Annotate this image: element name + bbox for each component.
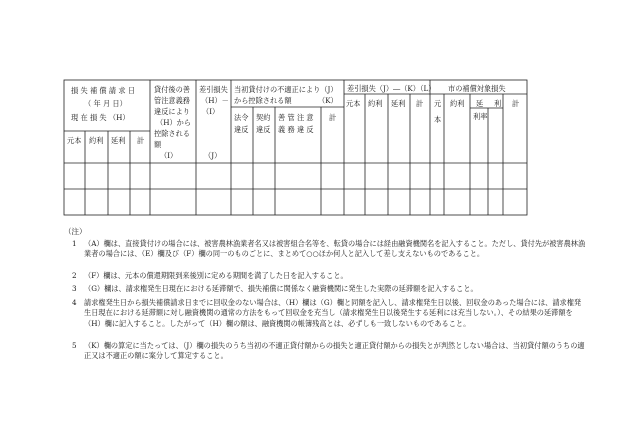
note-text: （K）欄の算定に当たっては、（J）欄の損失のうち当初の不適正貸付額からの損失と適正貸付額からの損失とが判然としない場合は、当初貸付額のうちの適正又は不適正の額に案分して算定すること。 <box>84 341 585 361</box>
notes-heading: （注） <box>64 227 87 236</box>
col4-title-line-1: 当初貸付けの不適正により（J） <box>234 85 338 94</box>
note-item-1 <box>64 239 586 260</box>
col2-line-2: 管注意義務 <box>154 96 190 105</box>
col1-sub-agreed-interest: 約利 <box>89 136 104 145</box>
col2-line-6: 額 <box>154 140 162 149</box>
col5-sub-total: 計 <box>416 99 424 108</box>
col4-sub-care-a: 善 管 注 意 <box>278 113 314 122</box>
col2-label-i: （I） <box>160 151 178 160</box>
note-item-2 <box>64 271 586 281</box>
col4-sub-contract-b: 違反 <box>256 125 271 134</box>
col6-agreed-interest: 約利 <box>450 99 465 108</box>
col3-line-3: （I） <box>202 107 220 116</box>
claim-date-fields: （ 年 月 日） <box>84 99 127 108</box>
col4-sub-law-a: 法令 <box>234 113 249 122</box>
col6-principal-top: 元 <box>434 99 442 108</box>
note-text: 請求権発生日から損失補償請求日までに回収金のない場合は、（H）欄は（G）欄と同額を記入し、請求権発生日以後、回収金のあった場合には、請求権発生日現在における延滞額に対し融資機関の通常の方法をもって回収金を充当し（請求権発生日以後発生する延利には充当しない。）、その結果の延滞額を（H）欄に記入すること。したがって（H）欄の額は、融資機関の帳簿残高とは、必ずしも一致しないものであること。 <box>84 298 582 328</box>
col5-title: 差引損失（J）―（K）（L） <box>347 84 436 93</box>
note-item-5 <box>64 341 586 362</box>
note-text: （F）欄は、元本の償還期限到来後別に定める期間を満了した日を記入すること。 <box>84 271 348 280</box>
col1-sub-late-interest: 延利 <box>111 136 126 145</box>
col5-sub-principal: 元本 <box>346 99 361 108</box>
col4-sub-total: 計 <box>329 113 337 122</box>
note-number: 4 <box>72 298 77 307</box>
col5-sub-agreed-interest: 約利 <box>368 99 383 108</box>
loss-claim-date-label: 損 失 補 償 請 求 日 <box>71 86 136 95</box>
col2-line-4: （H）から <box>156 118 192 127</box>
col2-line-1: 貸付後の善 <box>154 85 190 94</box>
col1-sub-principal: 元本 <box>67 136 82 145</box>
col4-sub-law-b: 違反 <box>234 125 249 134</box>
col1-sub-total: 計 <box>137 136 145 145</box>
note-number: 5 <box>72 341 77 350</box>
col6-rate: 利率 <box>473 112 488 121</box>
col4-title-line-2: から控除される額 <box>234 96 292 105</box>
col3-line-2: （H）－ <box>201 96 229 105</box>
col4-sub-care-b: 義 務 違 反 <box>278 125 314 134</box>
col6-title: 市の補償対象損失 <box>448 84 506 93</box>
col4-label-k: （K） <box>318 96 338 105</box>
col3-line-1: 差引損失 <box>199 85 228 94</box>
note-text: （G）欄は、請求権発生日現在における延滞額で、損失補償に関係なく融資機関に発生した実際の延滞額を記入すること。 <box>84 284 478 293</box>
col2-line-5: 控除される <box>154 129 190 138</box>
col4-sub-contract-a: 契約 <box>256 113 271 122</box>
col5-sub-late-interest: 延利 <box>391 99 406 108</box>
col6-late-interest-b: 利 <box>494 99 502 108</box>
note-item-3 <box>64 284 586 294</box>
col2-line-3: 違反により <box>154 107 190 116</box>
col6-principal-bottom: 本 <box>434 115 442 124</box>
note-text: （A）欄は、直接貸付けの場合には、被害農林漁業者名又は被害組合名等を、転貸の場合には経由融資機関名を記入すること。ただし、貸付先が被害農林漁業者の場合には、（E）欄及び（F）欄の同一のものごとに、まとめて○○ほか何人と記入して差し支えないものであること。 <box>84 239 586 259</box>
col3-label-j: （J） <box>204 151 222 160</box>
col6-late-interest-a: 延 <box>476 99 484 108</box>
note-number: 2 <box>72 271 77 280</box>
note-item-4 <box>64 298 586 329</box>
note-number: 3 <box>72 284 77 293</box>
col6-total: 計 <box>512 99 520 108</box>
note-number: 1 <box>72 239 77 248</box>
current-loss-h-label: 現 在 損 失 （H） <box>71 113 130 122</box>
